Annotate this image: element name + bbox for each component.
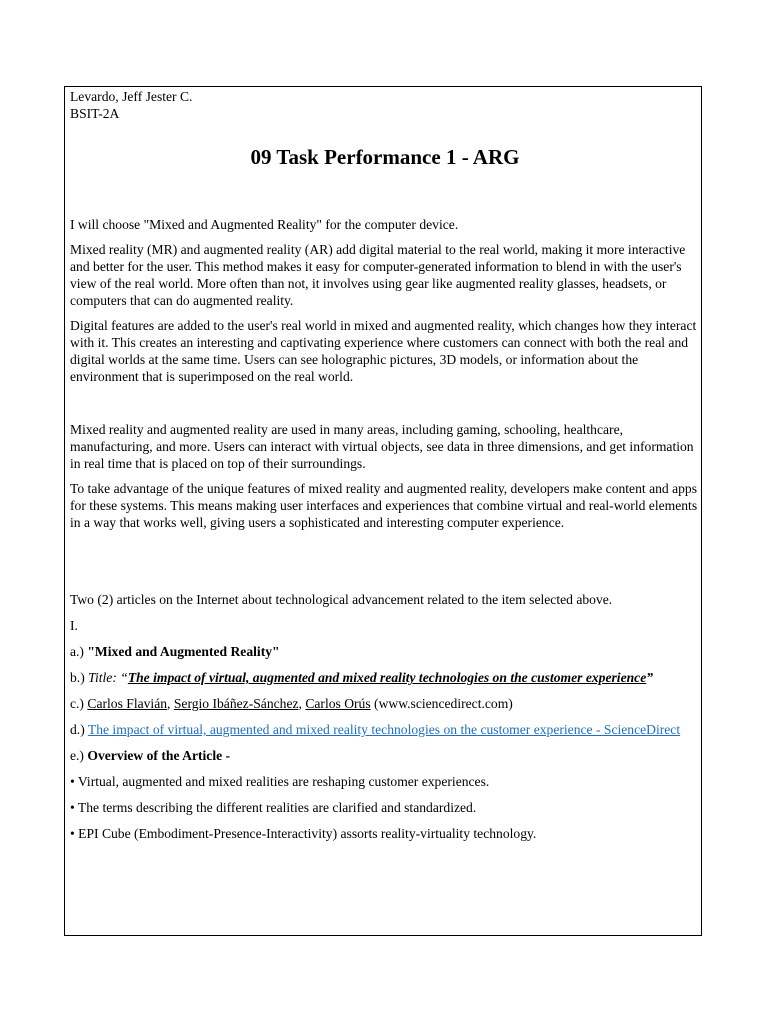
articles-intro: Two (2) articles on the Internet about technological advancement related to the item selected above. — [70, 592, 613, 607]
author-link-2[interactable]: Sergio Ibáñez-Sánchez — [173, 696, 299, 711]
article-item-c — [70, 695, 700, 712]
item-c-prefix: c.) — [70, 696, 84, 711]
intro-paragraph: I will choose "Mixed and Augmented Reality" for the computer device. — [70, 217, 459, 232]
article-numeral: I. — [70, 618, 78, 633]
article-item-b — [70, 669, 700, 686]
item-a-text: "Mixed and Augmented Reality" — [87, 644, 280, 659]
paragraph-3: Mixed reality and augmented reality are used in many areas, including gaming, schooling, healthcare, manufacturing, and more. Users can interact with virtual objects, see data in three dimensions, and get information in real time that is placed on top of their surroundings. — [70, 422, 694, 471]
author-separator-1: , — [167, 696, 174, 711]
article-item-e — [70, 747, 700, 764]
item-b-label: Title: “ — [88, 670, 128, 685]
paragraph-4: To take advantage of the unique features of mixed reality and augmented reality, developers make content and apps for these systems. This means making user interfaces and experiences that combine virtual and real-world elements in a way that works well, giving users a sophisticated and interesting computer experience. — [70, 481, 698, 530]
paragraph-1: Mixed reality (MR) and augmented reality (AR) add digital material to the real world, making it more interactive and better for the user. This method makes it easy for computer-generated information to blend in with the user's view of the real world. More often than not, it involves using gear like augmented reality glasses, headsets, or computers that can do augmented reality. — [70, 242, 686, 308]
article-item-d — [70, 721, 700, 738]
bullet-2: • The terms describing the different realities are clarified and standardized. — [70, 800, 477, 815]
article-item-a — [70, 643, 700, 660]
item-e-prefix: e.) — [70, 748, 84, 763]
item-b-title: The impact of virtual, augmented and mixed reality technologies on the customer experience — [127, 670, 647, 685]
author-separator-2: , — [298, 696, 306, 711]
bullet-3: • EPI Cube (Embodiment-Presence-Interactivity) assorts reality-virtuality technology. — [70, 826, 537, 841]
bullet-1: • Virtual, augmented and mixed realities are reshaping customer experiences. — [70, 774, 490, 789]
author-name: Levardo, Jeff Jester C. — [70, 89, 193, 104]
item-b-close: ” — [646, 670, 654, 685]
paragraph-2: Digital features are added to the user's real world in mixed and augmented reality, which changes how they interact with it. This creates an interesting and captivating experience where customers can connect with both the real and digital worlds at the same time. Users can see holographic pictures, 3D models, or information about the environment that is superimposed on the real world. — [70, 318, 697, 384]
item-a-prefix: a.) — [70, 644, 84, 659]
article-url-link[interactable]: The impact of virtual, augmented and mixed reality technologies on the customer experience - ScienceDirect — [87, 722, 681, 737]
document-body — [70, 88, 700, 842]
author-link-1[interactable]: Carlos Flavián — [87, 696, 168, 711]
item-e-text: Overview of the Article - — [87, 748, 231, 763]
document-title: 09 Task Performance 1 - ARG — [250, 145, 520, 169]
author-section: BSIT-2A — [70, 106, 120, 121]
item-c-source: (www.sciencedirect.com) — [370, 696, 513, 711]
author-link-3[interactable]: Carlos Orús — [305, 696, 371, 711]
item-d-prefix: d.) — [70, 722, 85, 737]
item-b-prefix: b.) — [70, 670, 85, 685]
